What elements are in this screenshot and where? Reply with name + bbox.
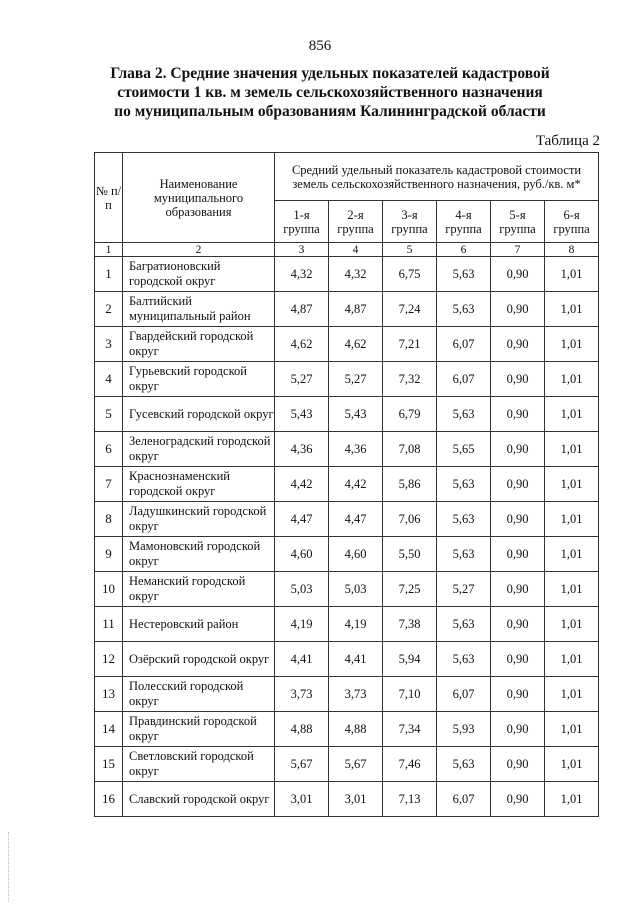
- column-number: 5: [383, 243, 437, 257]
- value-cell-group-6: 1,01: [545, 397, 599, 432]
- value-cell-group-3: 5,86: [383, 467, 437, 502]
- row-number: 13: [95, 677, 123, 712]
- municipality-name: Неманский городской округ: [123, 572, 275, 607]
- row-number: 4: [95, 362, 123, 397]
- value-cell-group-5: 0,90: [491, 397, 545, 432]
- row-number: 10: [95, 572, 123, 607]
- value-cell-group-6: 1,01: [545, 607, 599, 642]
- value-cell-group-5: 0,90: [491, 607, 545, 642]
- column-number: 4: [329, 243, 383, 257]
- value-cell-group-1: 3,01: [275, 782, 329, 817]
- header-group-5: 5-я группа: [491, 201, 545, 243]
- value-cell-group-2: 5,43: [329, 397, 383, 432]
- header-group-3: 3-я группа: [383, 201, 437, 243]
- value-cell-group-1: 4,36: [275, 432, 329, 467]
- value-cell-group-2: 4,88: [329, 712, 383, 747]
- value-cell-group-5: 0,90: [491, 677, 545, 712]
- row-number: 7: [95, 467, 123, 502]
- value-cell-group-6: 1,01: [545, 257, 599, 292]
- value-cell-group-3: 7,13: [383, 782, 437, 817]
- value-cell-group-1: 3,73: [275, 677, 329, 712]
- value-cell-group-4: 6,07: [437, 677, 491, 712]
- table-row: [95, 607, 599, 642]
- table-row: [95, 502, 599, 537]
- row-number: 14: [95, 712, 123, 747]
- value-cell-group-2: 4,60: [329, 537, 383, 572]
- value-cell-group-3: 7,24: [383, 292, 437, 327]
- value-cell-group-5: 0,90: [491, 257, 545, 292]
- value-cell-group-2: 4,32: [329, 257, 383, 292]
- value-cell-group-3: 7,21: [383, 327, 437, 362]
- value-cell-group-5: 0,90: [491, 432, 545, 467]
- value-cell-group-6: 1,01: [545, 432, 599, 467]
- chapter-title: [80, 64, 580, 121]
- value-cell-group-3: 6,75: [383, 257, 437, 292]
- row-number: 8: [95, 502, 123, 537]
- value-cell-group-6: 1,01: [545, 572, 599, 607]
- value-cell-group-2: 4,47: [329, 502, 383, 537]
- table-row: [95, 327, 599, 362]
- value-cell-group-4: 5,63: [437, 397, 491, 432]
- row-number: 9: [95, 537, 123, 572]
- column-number: 3: [275, 243, 329, 257]
- value-cell-group-1: 4,62: [275, 327, 329, 362]
- value-cell-group-1: 5,43: [275, 397, 329, 432]
- value-cell-group-5: 0,90: [491, 362, 545, 397]
- value-cell-group-4: 5,63: [437, 467, 491, 502]
- page-number: 856: [308, 38, 332, 54]
- value-cell-group-2: 5,27: [329, 362, 383, 397]
- margin-mark: [8, 832, 11, 902]
- row-number: 12: [95, 642, 123, 677]
- municipality-name: Балтийский муниципальный район: [123, 292, 275, 327]
- value-cell-group-1: 5,27: [275, 362, 329, 397]
- value-cell-group-3: 7,32: [383, 362, 437, 397]
- value-cell-group-5: 0,90: [491, 712, 545, 747]
- row-number: 11: [95, 607, 123, 642]
- value-cell-group-1: 4,32: [275, 257, 329, 292]
- column-number: 6: [437, 243, 491, 257]
- value-cell-group-3: 7,08: [383, 432, 437, 467]
- value-cell-group-4: 5,63: [437, 537, 491, 572]
- header-number: № п/п: [95, 153, 123, 243]
- value-cell-group-3: 7,06: [383, 502, 437, 537]
- row-number: 5: [95, 397, 123, 432]
- municipality-name: Мамоновский городской округ: [123, 537, 275, 572]
- value-cell-group-6: 1,01: [545, 502, 599, 537]
- table-row: [95, 572, 599, 607]
- table-row: [95, 712, 599, 747]
- title-line: стоимости 1 кв. м земель сельскохозяйственного назначения: [117, 84, 543, 101]
- title-line: Глава 2. Средние значения удельных показателей кадастровой: [110, 65, 550, 82]
- value-cell-group-4: 5,63: [437, 502, 491, 537]
- table-body: [95, 257, 599, 817]
- municipality-name: Гвардейский городской округ: [123, 327, 275, 362]
- value-cell-group-4: 5,27: [437, 572, 491, 607]
- row-number: 6: [95, 432, 123, 467]
- value-cell-group-5: 0,90: [491, 537, 545, 572]
- value-cell-group-5: 0,90: [491, 747, 545, 782]
- value-cell-group-1: 4,41: [275, 642, 329, 677]
- value-cell-group-6: 1,01: [545, 327, 599, 362]
- value-cell-group-1: 4,42: [275, 467, 329, 502]
- row-number: 1: [95, 257, 123, 292]
- value-cell-group-4: 6,07: [437, 362, 491, 397]
- value-cell-group-6: 1,01: [545, 292, 599, 327]
- cadastral-value-table: [94, 152, 599, 817]
- value-cell-group-2: 5,67: [329, 747, 383, 782]
- municipality-name: Гусевский городской округ: [123, 397, 275, 432]
- table-row: [95, 537, 599, 572]
- row-number: 15: [95, 747, 123, 782]
- municipality-name: Ладушкинский городской округ: [123, 502, 275, 537]
- value-cell-group-4: 6,07: [437, 327, 491, 362]
- value-cell-group-5: 0,90: [491, 502, 545, 537]
- value-cell-group-3: 6,79: [383, 397, 437, 432]
- value-cell-group-6: 1,01: [545, 537, 599, 572]
- value-cell-group-1: 5,67: [275, 747, 329, 782]
- value-cell-group-6: 1,01: [545, 677, 599, 712]
- value-cell-group-2: 4,42: [329, 467, 383, 502]
- value-cell-group-3: 5,50: [383, 537, 437, 572]
- value-cell-group-5: 0,90: [491, 642, 545, 677]
- value-cell-group-6: 1,01: [545, 642, 599, 677]
- municipality-name: Правдинский городской округ: [123, 712, 275, 747]
- value-cell-group-6: 1,01: [545, 467, 599, 502]
- column-number: 7: [491, 243, 545, 257]
- table-row: [95, 432, 599, 467]
- municipality-name: Багратионовский городской округ: [123, 257, 275, 292]
- value-cell-group-3: 7,25: [383, 572, 437, 607]
- value-cell-group-3: 5,94: [383, 642, 437, 677]
- value-cell-group-1: 5,03: [275, 572, 329, 607]
- header-group-1: 1-я группа: [275, 201, 329, 243]
- value-cell-group-2: 4,36: [329, 432, 383, 467]
- value-cell-group-5: 0,90: [491, 292, 545, 327]
- column-number: 1: [95, 243, 123, 257]
- table-row: [95, 292, 599, 327]
- value-cell-group-2: 3,01: [329, 782, 383, 817]
- value-cell-group-6: 1,01: [545, 782, 599, 817]
- table-row: [95, 782, 599, 817]
- title-line: по муниципальным образованиям Калининградской области: [114, 103, 546, 120]
- value-cell-group-4: 5,93: [437, 712, 491, 747]
- value-cell-group-5: 0,90: [491, 782, 545, 817]
- municipality-name: Зеленоградский городской округ: [123, 432, 275, 467]
- value-cell-group-3: 7,34: [383, 712, 437, 747]
- value-cell-group-6: 1,01: [545, 747, 599, 782]
- municipality-name: Гурьевский городской округ: [123, 362, 275, 397]
- value-cell-group-2: 4,62: [329, 327, 383, 362]
- table-row: [95, 397, 599, 432]
- column-number: 8: [545, 243, 599, 257]
- value-cell-group-4: 5,65: [437, 432, 491, 467]
- value-cell-group-4: 5,63: [437, 642, 491, 677]
- header-group-6: 6-я группа: [545, 201, 599, 243]
- table-row: [95, 642, 599, 677]
- municipality-name: Краснознаменский городской округ: [123, 467, 275, 502]
- value-cell-group-3: 7,38: [383, 607, 437, 642]
- table-row: [95, 257, 599, 292]
- row-number: 3: [95, 327, 123, 362]
- row-number: 16: [95, 782, 123, 817]
- municipality-name: Полесский городской округ: [123, 677, 275, 712]
- column-number-row: [95, 243, 599, 257]
- value-cell-group-4: 5,63: [437, 747, 491, 782]
- header-indicator: Средний удельный показатель кадастровой стоимости земель сельскохозяйственного назначения, руб./кв. м*: [275, 153, 599, 201]
- municipality-name: Нестеровский район: [123, 607, 275, 642]
- value-cell-group-3: 7,10: [383, 677, 437, 712]
- value-cell-group-6: 1,01: [545, 362, 599, 397]
- header-group-4: 4-я группа: [437, 201, 491, 243]
- value-cell-group-1: 4,19: [275, 607, 329, 642]
- municipality-name: Озёрский городской округ: [123, 642, 275, 677]
- table-row: [95, 747, 599, 782]
- value-cell-group-2: 5,03: [329, 572, 383, 607]
- header-name: Наименование муниципального образования: [123, 153, 275, 243]
- table-row: [95, 677, 599, 712]
- value-cell-group-2: 4,19: [329, 607, 383, 642]
- table-label: Таблица 2: [535, 133, 600, 149]
- value-cell-group-2: 4,87: [329, 292, 383, 327]
- value-cell-group-4: 5,63: [437, 257, 491, 292]
- value-cell-group-2: 3,73: [329, 677, 383, 712]
- value-cell-group-1: 4,87: [275, 292, 329, 327]
- municipality-name: Славский городской округ: [123, 782, 275, 817]
- column-number: 2: [123, 243, 275, 257]
- value-cell-group-5: 0,90: [491, 327, 545, 362]
- municipality-name: Светловский городской округ: [123, 747, 275, 782]
- table-row: [95, 467, 599, 502]
- table-row: [95, 362, 599, 397]
- value-cell-group-1: 4,47: [275, 502, 329, 537]
- value-cell-group-2: 4,41: [329, 642, 383, 677]
- header-group-2: 2-я группа: [329, 201, 383, 243]
- value-cell-group-4: 5,63: [437, 607, 491, 642]
- value-cell-group-5: 0,90: [491, 467, 545, 502]
- value-cell-group-4: 6,07: [437, 782, 491, 817]
- value-cell-group-5: 0,90: [491, 572, 545, 607]
- value-cell-group-3: 7,46: [383, 747, 437, 782]
- value-cell-group-4: 5,63: [437, 292, 491, 327]
- row-number: 2: [95, 292, 123, 327]
- value-cell-group-6: 1,01: [545, 712, 599, 747]
- value-cell-group-1: 4,60: [275, 537, 329, 572]
- value-cell-group-1: 4,88: [275, 712, 329, 747]
